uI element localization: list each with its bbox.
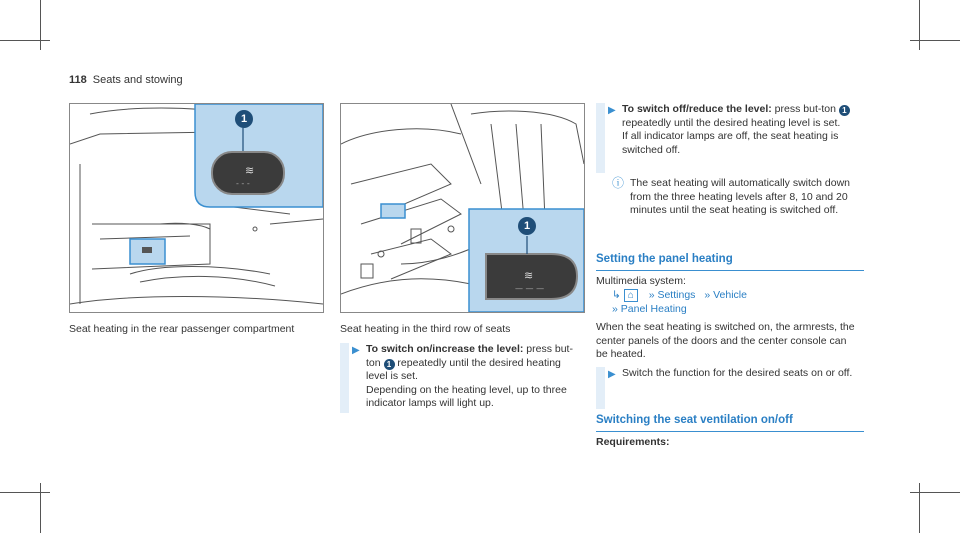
running-header	[69, 74, 183, 86]
chevron-icon: »	[612, 302, 618, 315]
crop-mark	[919, 0, 920, 50]
instruction-bar	[596, 103, 605, 173]
svg-text:- - -: - - -	[236, 179, 250, 188]
instruction-text: press but-ton	[771, 103, 839, 115]
third-row-illustration	[341, 104, 584, 312]
svg-text:— — —: — — —	[515, 284, 545, 293]
crop-mark	[910, 492, 960, 493]
instruction-detail: If all indicator lamps are off, the seat heating is switched off.	[622, 130, 839, 156]
figure-rear-door	[69, 103, 324, 313]
panel-heating-body: When the seat heating is switched on, the armrests, the center panels of the doors and the center console can be heated.	[596, 321, 855, 360]
instruction-text: press but-ton	[366, 343, 573, 369]
figure-third-row	[340, 103, 585, 313]
menu-path-arrow-icon: ↳	[612, 289, 621, 301]
menu-settings[interactable]: Settings	[657, 289, 696, 301]
page-number: 118	[69, 74, 87, 86]
crop-mark	[0, 40, 50, 41]
arrow-icon: ▶	[352, 345, 360, 356]
instruction-text: repeatedly until the desired heating level is set.	[366, 356, 561, 382]
crop-mark	[0, 492, 50, 493]
instruction-panel-heating	[596, 367, 862, 409]
requirements-label: Requirements:	[596, 436, 670, 448]
home-icon[interactable]: ⌂	[624, 289, 638, 302]
section-heading-panel-heating: Setting the panel heating	[596, 253, 864, 271]
rear-door-illustration	[70, 104, 323, 312]
instruction-switch-on	[340, 343, 580, 413]
info-icon: ⓘ	[612, 176, 625, 190]
chevron-icon: »	[648, 289, 655, 301]
svg-text:≋: ≋	[524, 269, 534, 282]
svg-text:≋: ≋	[245, 164, 255, 177]
crop-mark	[910, 40, 960, 41]
crop-mark	[40, 0, 41, 50]
crop-mark	[919, 483, 920, 533]
arrow-icon: ▶	[608, 369, 616, 380]
figure-caption: Seat heating in the third row of seats	[340, 323, 511, 335]
callout-1-inline: 1	[384, 359, 395, 370]
section-title: Seats and stowing	[92, 74, 183, 86]
chevron-icon: »	[704, 289, 711, 301]
menu-panel-heating[interactable]: Panel Heating	[620, 302, 687, 315]
info-note	[612, 177, 862, 218]
callout-1: 1	[235, 110, 253, 128]
instruction-detail: Depending on the heating level, up to three indicator lamps will light up.	[366, 383, 567, 409]
instruction-text: repeatedly until the desired heating level is set.	[622, 116, 841, 129]
figure-caption: Seat heating in the rear passenger compartment	[69, 323, 295, 335]
instruction-bar	[596, 367, 605, 409]
instruction-lead: To switch off/reduce the level:	[622, 103, 772, 115]
callout-1-inline: 1	[839, 105, 850, 116]
arrow-icon: ▶	[608, 105, 616, 116]
callout-1: 1	[518, 217, 536, 235]
section-heading-seat-ventilation: Switching the seat ventilation on/off	[596, 414, 864, 432]
menu-vehicle[interactable]: Vehicle	[713, 289, 747, 301]
menu-path	[612, 289, 862, 316]
instruction-switch-off	[596, 103, 862, 173]
crop-mark	[40, 483, 41, 533]
multimedia-intro: Multimedia system:	[596, 275, 686, 287]
instruction-lead: To switch on/increase the level:	[366, 343, 524, 355]
info-note-text: The seat heating will automatically switch down from the three heating levels after 8, 10 and 20 minutes until the seat heating is switched off.	[630, 177, 851, 216]
instruction-text: Switch the function for the desired seats on or off.	[622, 367, 853, 379]
instruction-bar	[340, 343, 349, 413]
